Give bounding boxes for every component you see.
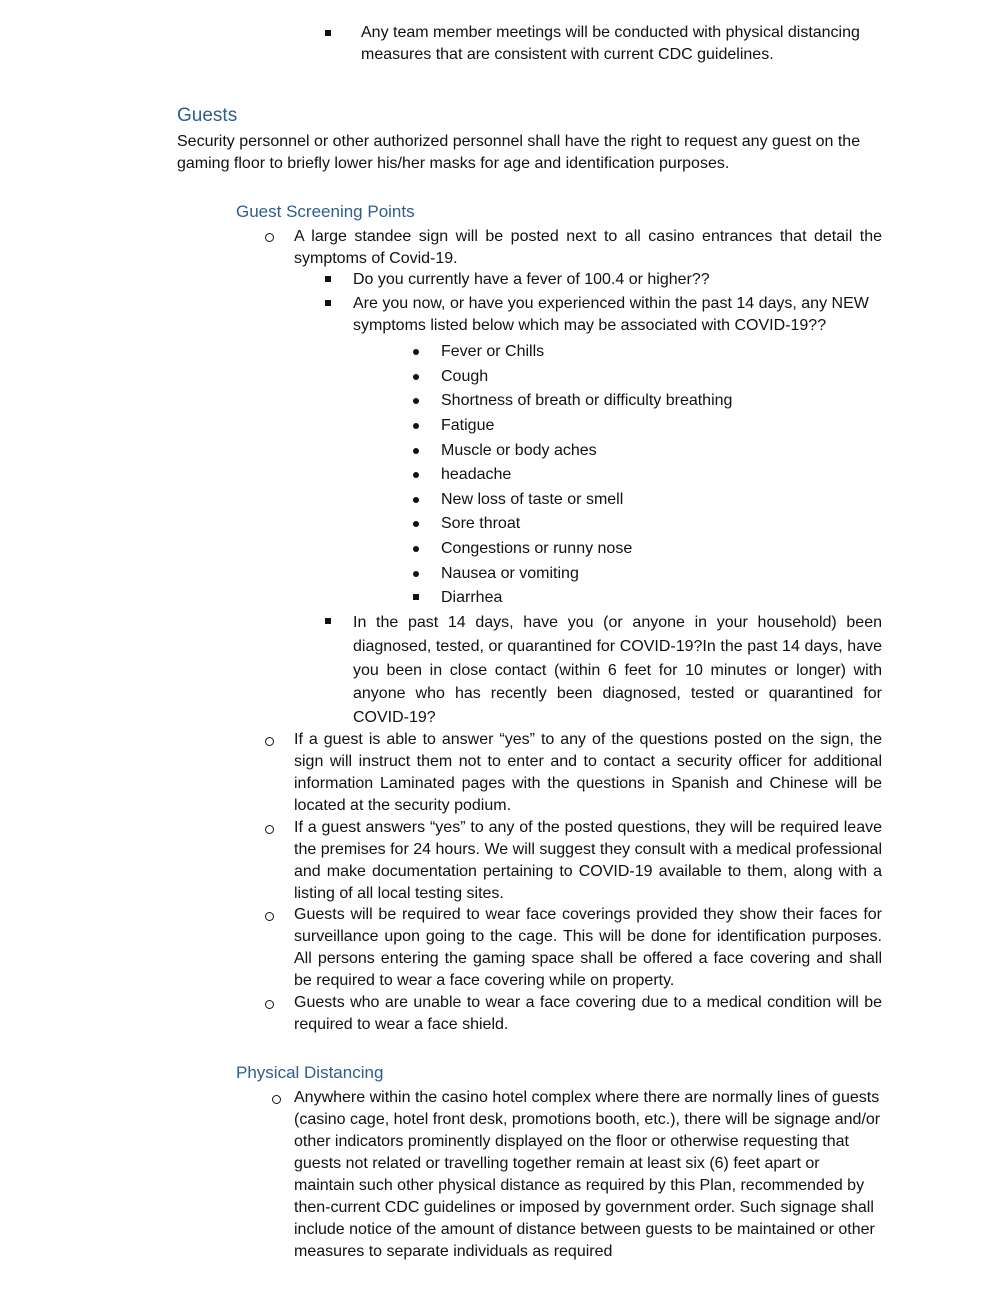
circle-bullet-icon xyxy=(265,233,274,242)
symptom-item: Shortness of breath or difficulty breathing xyxy=(441,392,733,409)
square-bullet-icon xyxy=(325,300,331,306)
screening-heading: Guest Screening Points xyxy=(236,202,415,221)
sign-item: A large standee sign will be posted next to all casino entrances that detail the symptoms of Covid-19. xyxy=(294,228,882,267)
question-fever: Do you currently have a fever of 100.4 or higher?? xyxy=(353,271,710,288)
question-quarantine: In the past 14 days, have you (or anyone in your household) been diagnosed, tested, or quarantined for COVID-19?In the past 14 days, have you been in close contact (within 6 feet for 10 minutes or longer) with anyone who has recently been diagnosed, tested or quarantined for COVID-19? xyxy=(353,614,882,727)
symptom-item: Sore throat xyxy=(441,515,521,532)
dot-bullet-icon xyxy=(413,398,419,404)
team-meetings-item: Any team member meetings will be conducted with physical distancing measures that are consistent with current CDC guidelines. xyxy=(361,24,860,63)
dot-bullet-icon xyxy=(413,521,419,527)
symptom-item: Nausea or vomiting xyxy=(441,565,579,582)
screening-item-face-shield: Guests who are unable to wear a face covering due to a medical condition will be required to wear a face shield. xyxy=(294,994,882,1033)
screening-item-sign-yes: If a guest is able to answer “yes” to any of the questions posted on the sign, the sign will instruct them not to enter and to contact a security officer for additional information Laminated pages with the questions in Spanish and Chinese will be located at the security podium. xyxy=(294,731,882,814)
circle-bullet-icon xyxy=(265,825,274,834)
dot-bullet-icon xyxy=(413,374,419,380)
square-bullet-icon xyxy=(325,30,331,36)
circle-bullet-icon xyxy=(265,912,274,921)
screening-item-leave-premises: If a guest answers “yes” to any of the posted questions, they will be required leave the premises for 24 hours. We will suggest they consult with a medical professional and make documentation pertaining to COVID-19 available to them, along with a listing of all local testing sites. xyxy=(294,819,882,902)
symptom-item: Fever or Chills xyxy=(441,343,545,360)
square-bullet-icon xyxy=(325,276,331,282)
symptom-item: headache xyxy=(441,466,512,483)
guests-intro: Security personnel or other authorized personnel shall have the right to request any guest on the gaming floor to briefly lower his/her masks for age and identification purposes. xyxy=(177,133,861,172)
square-bullet-icon xyxy=(325,618,331,624)
symptom-item: Diarrhea xyxy=(441,589,503,606)
symptom-item: Congestions or runny nose xyxy=(441,540,633,557)
symptom-item: Cough xyxy=(441,368,489,385)
dot-bullet-icon xyxy=(413,423,419,429)
dot-bullet-icon xyxy=(413,546,419,552)
screening-item-face-coverings: Guests will be required to wear face coverings provided they show their faces for surveillance upon going to the cage. This will be done for identification purposes. All persons entering the gaming space shall be offered a face covering and shall be required to wear a face covering while on property. xyxy=(294,906,882,989)
distancing-item: Anywhere within the casino hotel complex where there are normally lines of guests (casino cage, hotel front desk, promotions booth, etc.), there will be signage and/or other indicators prominently displayed on the floor or otherwise requesting that guests not related or travelling together remain at least six (6) feet apart or maintain such other physical distance as required by this Plan, recommended by then-current CDC guidelines or imposed by government order. Such signage shall include notice of the amount of distance between guests to be maintained or other measures to separate individuals as required xyxy=(294,1089,881,1260)
circle-bullet-icon xyxy=(265,1000,274,1009)
dot-bullet-icon xyxy=(413,349,419,355)
dot-bullet-icon xyxy=(413,472,419,478)
symptom-item: Fatigue xyxy=(441,417,495,434)
circle-bullet-icon xyxy=(265,737,274,746)
symptom-item: Muscle or body aches xyxy=(441,442,597,459)
question-symptoms: Are you now, or have you experienced within the past 14 days, any NEW symptoms listed below which may be associated with COVID-19?? xyxy=(353,295,869,334)
circle-bullet-icon xyxy=(272,1095,281,1104)
square-bullet-icon xyxy=(413,594,419,600)
dot-bullet-icon xyxy=(413,497,419,503)
symptom-item: New loss of taste or smell xyxy=(441,491,624,508)
dot-bullet-icon xyxy=(413,448,419,454)
distancing-heading: Physical Distancing xyxy=(236,1063,384,1082)
guests-heading: Guests xyxy=(177,105,238,126)
dot-bullet-icon xyxy=(413,571,419,577)
